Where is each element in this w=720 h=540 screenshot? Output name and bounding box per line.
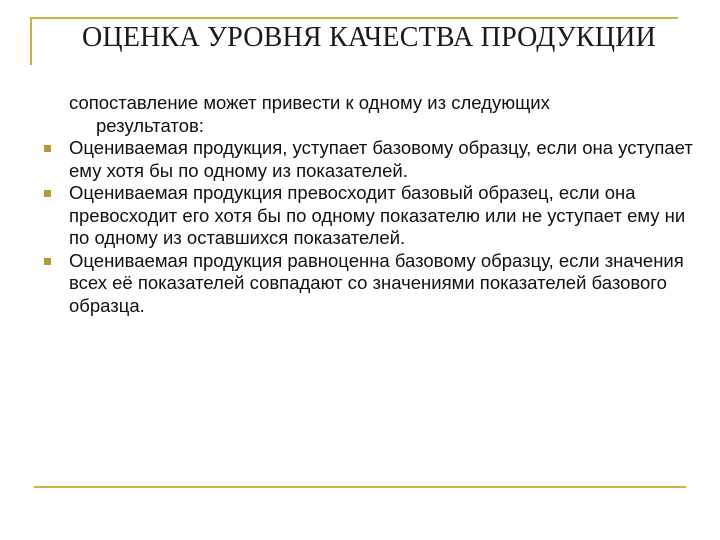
list-item-text: Оцениваемая продукция, уступает базовому образцу, если она уступает ему хотя бы по одному из показателей. bbox=[69, 137, 693, 181]
title-frame-left-line bbox=[30, 17, 32, 65]
slide-title: ОЦЕНКА УРОВНЯ КАЧЕСТВА ПРОДУКЦИИ bbox=[82, 22, 657, 53]
square-bullet-icon bbox=[44, 145, 51, 152]
intro-line-2: результатов: bbox=[96, 114, 204, 136]
list-item bbox=[44, 137, 694, 182]
list-item bbox=[44, 250, 694, 318]
intro-line-1: сопоставление может привести к одному из следующих bbox=[69, 92, 550, 113]
bottom-divider-line bbox=[34, 486, 686, 488]
slide-body bbox=[44, 92, 694, 317]
square-bullet-icon bbox=[44, 258, 51, 265]
list-item bbox=[44, 182, 694, 250]
title-frame-top-line bbox=[30, 17, 678, 19]
list-item-text: Оцениваемая продукция равноценна базовому образцу, если значения всех её показателей совпадают со значениями показателей базового образца. bbox=[69, 249, 684, 316]
list-item-text: Оцениваемая продукция превосходит базовый образец, если она превосходит его хотя бы по одному показателю или не уступает ему ни по одному из оставшихся показателей. bbox=[69, 182, 686, 248]
square-bullet-icon bbox=[44, 190, 51, 197]
intro-paragraph bbox=[44, 92, 694, 137]
